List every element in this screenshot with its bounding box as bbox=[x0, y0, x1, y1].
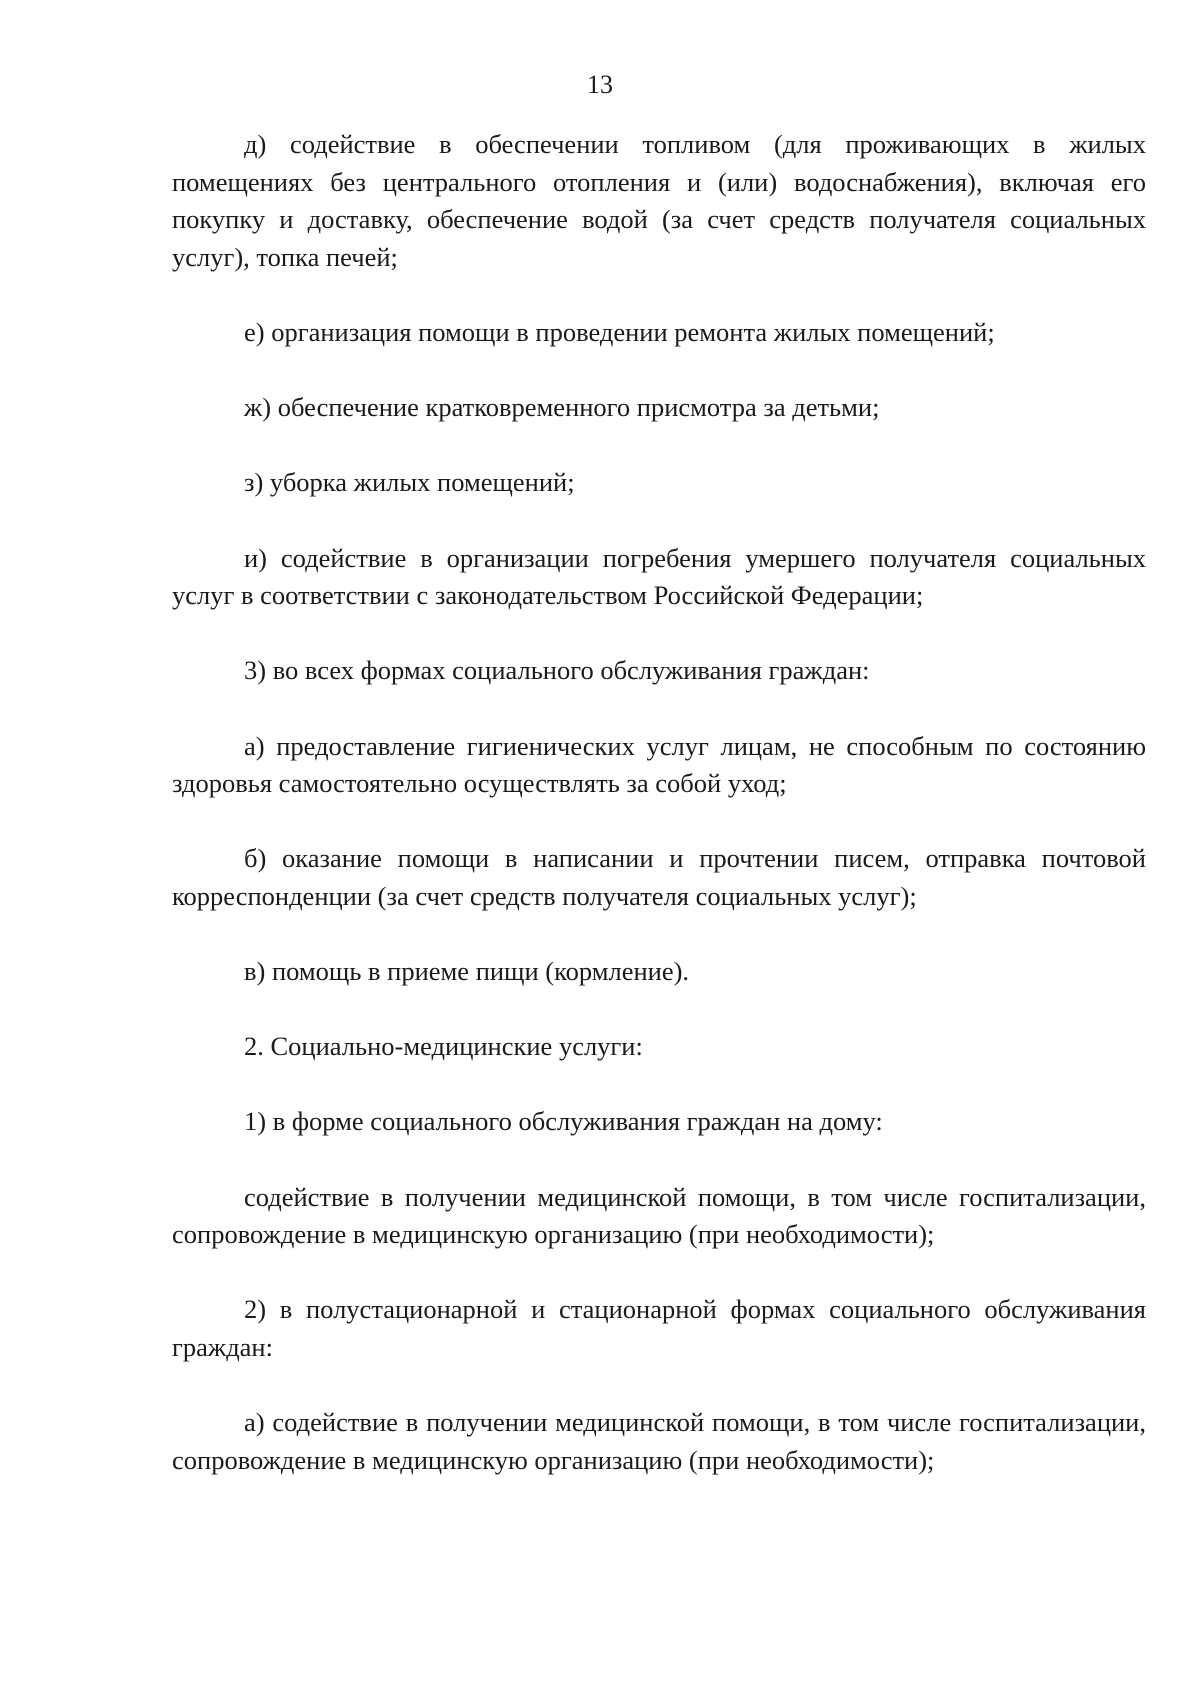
paragraph-v-feeding-help: в) помощь в приеме пищи (кормление). bbox=[244, 956, 690, 987]
page-number: 13 bbox=[587, 70, 613, 99]
paragraph-d-fuel-supply: д) содействие в обеспечении топливом (для проживающих в жилых помещениях без центрального отопления и (или) водоснабжения), включая его покупку и доставку, обеспечение водой (за счет средств получателя социальных услуг), топка печей; bbox=[172, 129, 1146, 272]
document-body bbox=[172, 126, 1146, 1517]
paragraph-2-semi-stationary: 2) в полустационарной и стационарной формах социального обслуживания граждан: bbox=[172, 1294, 1146, 1362]
paragraph-a-medical-help-stationary: а) содействие в получении медицинской помощи, в том числе госпитализации, сопровождение в медицинскую организацию (при необходимости); bbox=[172, 1407, 1146, 1475]
paragraph-z-cleaning: з) уборка жилых помещений; bbox=[244, 467, 575, 498]
paragraph-a-hygiene-services: а) предоставление гигиенических услуг лицам, не способным по состоянию здоровья самостоятельно осуществлять за собой уход; bbox=[172, 730, 1146, 799]
paragraph-b-letters-help: б) оказание помощи в написании и прочтении писем, отправка почтовой корреспонденции (за счет средств получателя социальных услуг); bbox=[172, 843, 1146, 911]
paragraph-e-repair-help: е) организация помощи в проведении ремонта жилых помещений; bbox=[244, 316, 995, 347]
paragraph-zh-child-supervision: ж) обеспечение кратковременного присмотра за детьми; bbox=[244, 392, 880, 423]
section-heading-social-medical: 2. Социально-медицинские услуги: bbox=[244, 1031, 643, 1062]
paragraph-i-burial-assistance: и) содействие в организации погребения умершего получателя социальных услуг в соответствии с законодательством Российской Федерации; bbox=[172, 542, 1146, 611]
paragraph-1-home-service: 1) в форме социального обслуживания граждан на дому: bbox=[244, 1106, 883, 1137]
paragraph-3-all-forms: 3) во всех формах социального обслуживания граждан: bbox=[244, 655, 870, 686]
paragraph-medical-help-home: содействие в получении медицинской помощи, в том числе госпитализации, сопровождение в медицинскую организацию (при необходимости); bbox=[172, 1181, 1146, 1250]
